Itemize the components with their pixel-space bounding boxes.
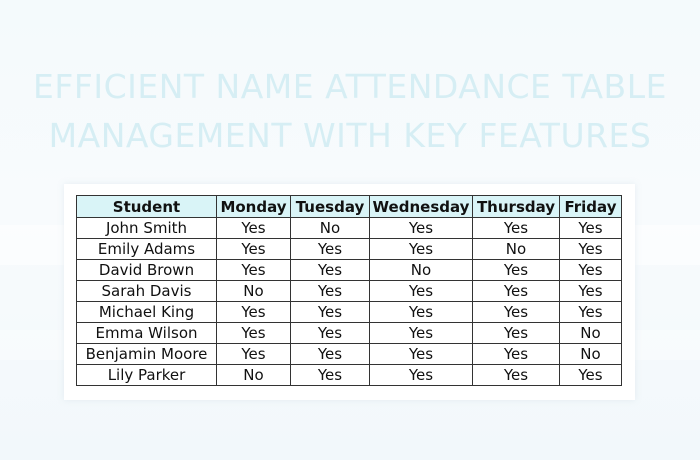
attendance-cell: Yes: [291, 260, 370, 281]
attendance-cell: Yes: [217, 323, 291, 344]
attendance-cell: Yes: [217, 239, 291, 260]
table-row: [77, 323, 622, 344]
attendance-cell: Yes: [291, 302, 370, 323]
attendance-cell: Yes: [370, 365, 473, 386]
attendance-cell: No: [370, 260, 473, 281]
table-row: [77, 302, 622, 323]
attendance-cell: No: [560, 323, 622, 344]
attendance-cell: Yes: [473, 365, 560, 386]
attendance-cell: Yes: [217, 302, 291, 323]
attendance-cell: Yes: [291, 323, 370, 344]
table-row: [77, 218, 622, 239]
page-title-line-1: EFFICIENT NAME ATTENDANCE TABLE: [33, 67, 667, 106]
attendance-cell: Yes: [560, 302, 622, 323]
attendance-cell: No: [560, 344, 622, 365]
student-name-cell: Emma Wilson: [77, 323, 217, 344]
attendance-cell: Yes: [217, 344, 291, 365]
attendance-cell: Yes: [370, 218, 473, 239]
student-name-cell: Lily Parker: [77, 365, 217, 386]
attendance-cell: Yes: [560, 281, 622, 302]
table-row: [77, 365, 622, 386]
attendance-cell: Yes: [560, 218, 622, 239]
column-header-tuesday: Tuesday: [291, 196, 370, 218]
attendance-cell: Yes: [370, 281, 473, 302]
student-name-cell: John Smith: [77, 218, 217, 239]
column-header-friday: Friday: [560, 196, 622, 218]
attendance-cell: Yes: [291, 344, 370, 365]
student-name-cell: David Brown: [77, 260, 217, 281]
attendance-cell: Yes: [473, 323, 560, 344]
student-name-cell: Sarah Davis: [77, 281, 217, 302]
attendance-cell: Yes: [560, 239, 622, 260]
attendance-cell: Yes: [370, 323, 473, 344]
attendance-cell: Yes: [370, 344, 473, 365]
attendance-cell: Yes: [291, 281, 370, 302]
student-name-cell: Emily Adams: [77, 239, 217, 260]
page-title: [30, 62, 670, 160]
attendance-cell: Yes: [217, 218, 291, 239]
table-row: [77, 344, 622, 365]
attendance-cell: Yes: [560, 365, 622, 386]
attendance-cell: Yes: [291, 239, 370, 260]
table-row: [77, 260, 622, 281]
table-header-row: [77, 196, 622, 218]
attendance-cell: No: [217, 365, 291, 386]
attendance-table: [76, 195, 622, 386]
attendance-cell: No: [473, 239, 560, 260]
column-header-student: Student: [77, 196, 217, 218]
attendance-cell: Yes: [291, 365, 370, 386]
attendance-cell: Yes: [217, 260, 291, 281]
page-title-line-2: MANAGEMENT WITH KEY FEATURES: [48, 116, 652, 155]
attendance-cell: Yes: [473, 218, 560, 239]
attendance-cell: No: [217, 281, 291, 302]
student-name-cell: Michael King: [77, 302, 217, 323]
attendance-cell: Yes: [473, 260, 560, 281]
table-row: [77, 239, 622, 260]
column-header-thursday: Thursday: [473, 196, 560, 218]
attendance-cell: Yes: [473, 281, 560, 302]
column-header-monday: Monday: [217, 196, 291, 218]
attendance-cell: Yes: [370, 239, 473, 260]
column-header-wednesday: Wednesday: [370, 196, 473, 218]
attendance-cell: Yes: [473, 302, 560, 323]
student-name-cell: Benjamin Moore: [77, 344, 217, 365]
attendance-cell: Yes: [473, 344, 560, 365]
attendance-cell: Yes: [370, 302, 473, 323]
attendance-cell: No: [291, 218, 370, 239]
attendance-cell: Yes: [560, 260, 622, 281]
table-row: [77, 281, 622, 302]
